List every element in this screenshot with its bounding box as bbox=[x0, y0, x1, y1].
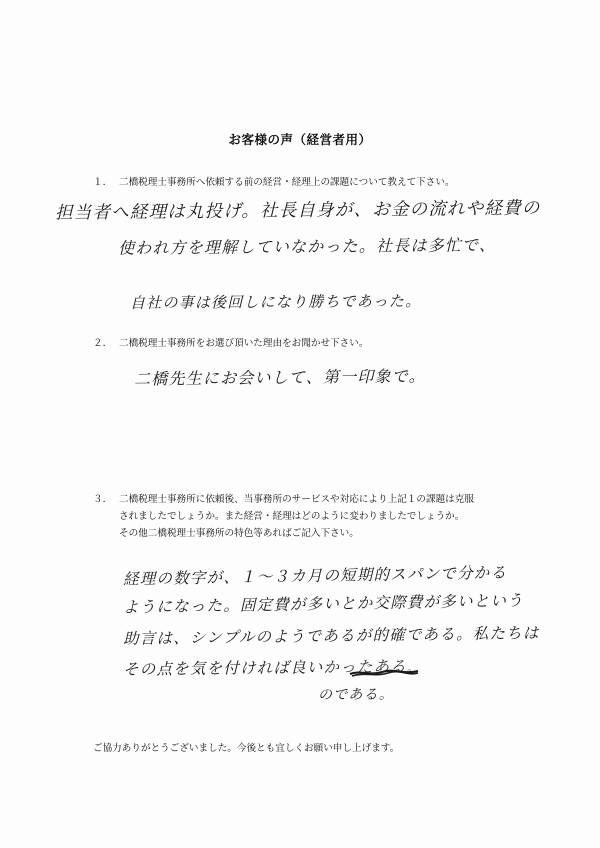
closing-message: ご協力ありがとうございました。今後とも宜しくお願い申し上げます。 bbox=[93, 743, 400, 754]
question-number: ２． bbox=[93, 338, 113, 349]
handwritten-answer-line: 経理の数字が、１～３カ月の短期的スパンで分かる bbox=[122, 563, 508, 589]
strikethrough-scribble bbox=[348, 667, 420, 679]
question-1 bbox=[93, 174, 455, 191]
handwritten-answer-line: 助言は、シンプルのようであるが的確である。私たちは bbox=[122, 624, 540, 648]
handwritten-answer-line: のである。 bbox=[317, 686, 395, 704]
handwritten-answer-line: 自社の事は後回しになり勝ちであった。 bbox=[129, 291, 422, 313]
question-text: されましたでしょうか。また経営・経理はどのように変わりましたでしょうか。 bbox=[119, 511, 465, 522]
question-3 bbox=[93, 491, 474, 542]
question-number: １． bbox=[93, 177, 113, 188]
handwritten-mark: 。 bbox=[406, 661, 420, 675]
question-text: 二橋税理士事務所へ依頼する前の経営・経理上の課題について教えて下さい。 bbox=[119, 177, 455, 188]
question-text: 二橋税理士事務所に依頼後、当事務所のサービスや対応により上記１の課題は克服 bbox=[119, 494, 474, 505]
handwritten-answer-line: ようになった。固定費が多いとか交際費が多いという bbox=[122, 591, 524, 617]
question-2 bbox=[93, 335, 368, 352]
question-number: ３． bbox=[93, 494, 113, 505]
handwritten-answer-line: 担当者へ経理は丸投げ。社長自身が、お金の流れや経費の bbox=[54, 198, 541, 224]
struck-out-text: かったある bbox=[323, 657, 408, 677]
handwritten-answer-line: 使われ方を理解していなかった。社長は多忙で、 bbox=[117, 235, 497, 258]
handwritten-text: その点を気を付ければ良い bbox=[122, 658, 324, 679]
question-text: 二橋税理士事務所をお選び頂いた理由をお聞かせ下さい。 bbox=[119, 338, 369, 349]
page-title: お客様の声（経営者用） bbox=[228, 132, 372, 147]
question-text: その他二橋税理士事務所の特色等あればご記入下さい。 bbox=[119, 528, 359, 539]
handwritten-answer-line: 二橋先生にお会いして、第一印象で。 bbox=[133, 366, 426, 389]
